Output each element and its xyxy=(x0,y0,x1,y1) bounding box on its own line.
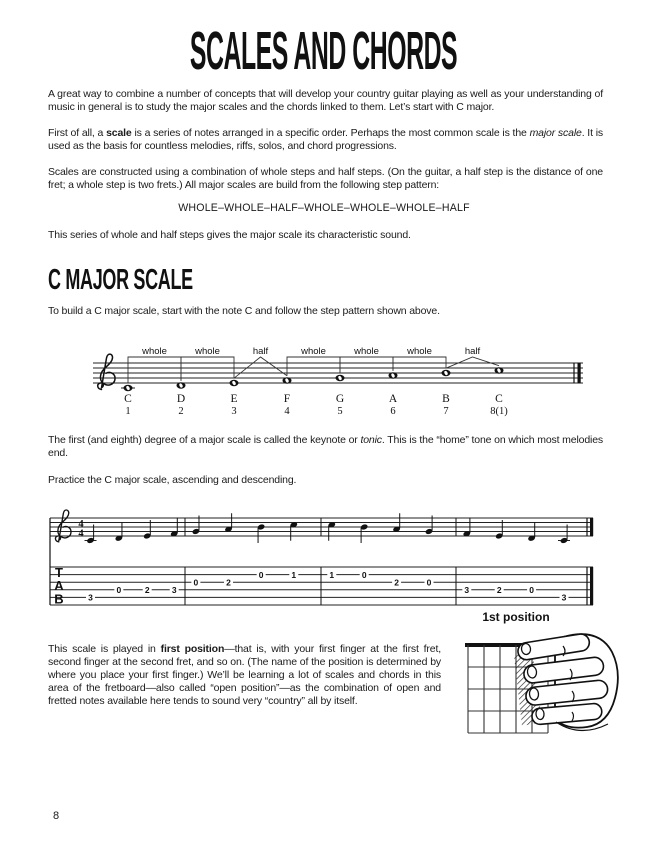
svg-text:0: 0 xyxy=(361,569,367,580)
svg-text:E: E xyxy=(230,393,238,405)
svg-text:3: 3 xyxy=(561,592,567,603)
svg-text:2: 2 xyxy=(394,577,399,588)
svg-text:whole: whole xyxy=(407,346,432,357)
svg-text:3: 3 xyxy=(231,406,237,417)
svg-text:2: 2 xyxy=(226,577,231,588)
svg-text:C: C xyxy=(495,393,503,405)
intro-paragraph-3: Scales are constructed using a combination of whole steps and half steps. (On the guitar, a half step is the distance of one fret; a whole step is two frets.) All major scales are build from the following step pattern: xyxy=(48,166,603,191)
series-note-paragraph: This series of whole and half steps gives the major scale its characteristic sound. xyxy=(48,229,411,241)
page-number: 8 xyxy=(53,810,60,822)
svg-text:A: A xyxy=(388,393,398,405)
svg-text:A: A xyxy=(54,578,64,594)
svg-text:half: half xyxy=(252,346,269,357)
intro-paragraph-2: First of all, a scale is a series of notes arranged in a specific order. Perhaps the most common scale is the major scale. It is used as the basis for countless melodies, riffs, solos, and chord progressions. xyxy=(48,127,603,152)
fretboard-caption: 1st position xyxy=(482,610,550,624)
step-pattern-line: WHOLE–WHOLE–HALF–WHOLE–WHOLE–WHOLE–HALF xyxy=(178,202,470,214)
scale-exercise-notation-and-tab xyxy=(42,495,602,620)
svg-text:C: C xyxy=(124,393,132,405)
section-heading: C MAJOR SCALE xyxy=(48,264,193,296)
svg-text:1: 1 xyxy=(291,569,297,580)
svg-text:4: 4 xyxy=(78,518,84,530)
svg-text:0: 0 xyxy=(426,577,432,588)
page-title-wrap xyxy=(0,22,648,81)
svg-text:whole: whole xyxy=(142,346,167,357)
svg-text:3: 3 xyxy=(88,592,93,603)
svg-text:half: half xyxy=(464,346,481,357)
svg-text:3: 3 xyxy=(171,585,177,595)
svg-text:7: 7 xyxy=(443,406,449,417)
svg-text:6: 6 xyxy=(390,406,396,417)
position-paragraph: This scale is played in first position—that is, with your first finger at the first fret, second finger at the second fret, and so on. (The name of the position is determined by where you place your first finger.) We’ll be learning a lot of scales and chords in this area of the fretboard—also called “open position”—as the combination of open and fretted notes available here tends to sound very “country” all by itself. xyxy=(48,643,442,707)
svg-text:D: D xyxy=(176,393,186,405)
svg-text:0: 0 xyxy=(116,585,122,595)
practice-paragraph: Practice the C major scale, ascending and descending. xyxy=(48,474,297,486)
svg-text:T: T xyxy=(55,565,63,580)
svg-text:8(1): 8(1) xyxy=(490,406,508,417)
svg-text:B: B xyxy=(442,393,450,405)
svg-text:0: 0 xyxy=(529,585,534,595)
svg-text:4: 4 xyxy=(284,406,290,417)
intro-paragraph-1: A great way to combine a number of concepts that will develop your country guitar playing as well as your understanding of music in general is to study the major scales and the chords linked to them. Let’s start with C major. xyxy=(48,88,603,113)
svg-text:0: 0 xyxy=(258,569,264,580)
fretting-hand-illustration xyxy=(514,633,618,731)
svg-text:whole: whole xyxy=(301,346,326,357)
svg-text:whole: whole xyxy=(195,346,220,357)
svg-text:G: G xyxy=(335,393,345,405)
page-title: SCALES AND CHORDS xyxy=(190,21,458,81)
section-intro-paragraph: To build a C major scale, start with the note C and follow the step pattern shown above. xyxy=(48,305,440,317)
svg-text:whole: whole xyxy=(354,346,379,357)
svg-text:1: 1 xyxy=(125,406,131,417)
svg-text:2: 2 xyxy=(496,585,502,595)
svg-text:4: 4 xyxy=(78,528,84,540)
c-major-scale-step-diagram xyxy=(55,336,595,421)
svg-text:2: 2 xyxy=(178,406,184,417)
tonic-paragraph: The first (and eighth) degree of a major scale is called the keynote or tonic. This is the “home” tone on which most melodies end. xyxy=(48,434,603,459)
svg-text:3: 3 xyxy=(464,585,470,595)
svg-text:F: F xyxy=(283,393,291,405)
first-position-fretboard-diagram xyxy=(460,622,648,762)
svg-text:2: 2 xyxy=(144,585,150,595)
svg-text:5: 5 xyxy=(337,406,343,417)
svg-text:1: 1 xyxy=(329,569,335,580)
svg-text:0: 0 xyxy=(193,577,199,588)
svg-text:B: B xyxy=(54,591,64,607)
